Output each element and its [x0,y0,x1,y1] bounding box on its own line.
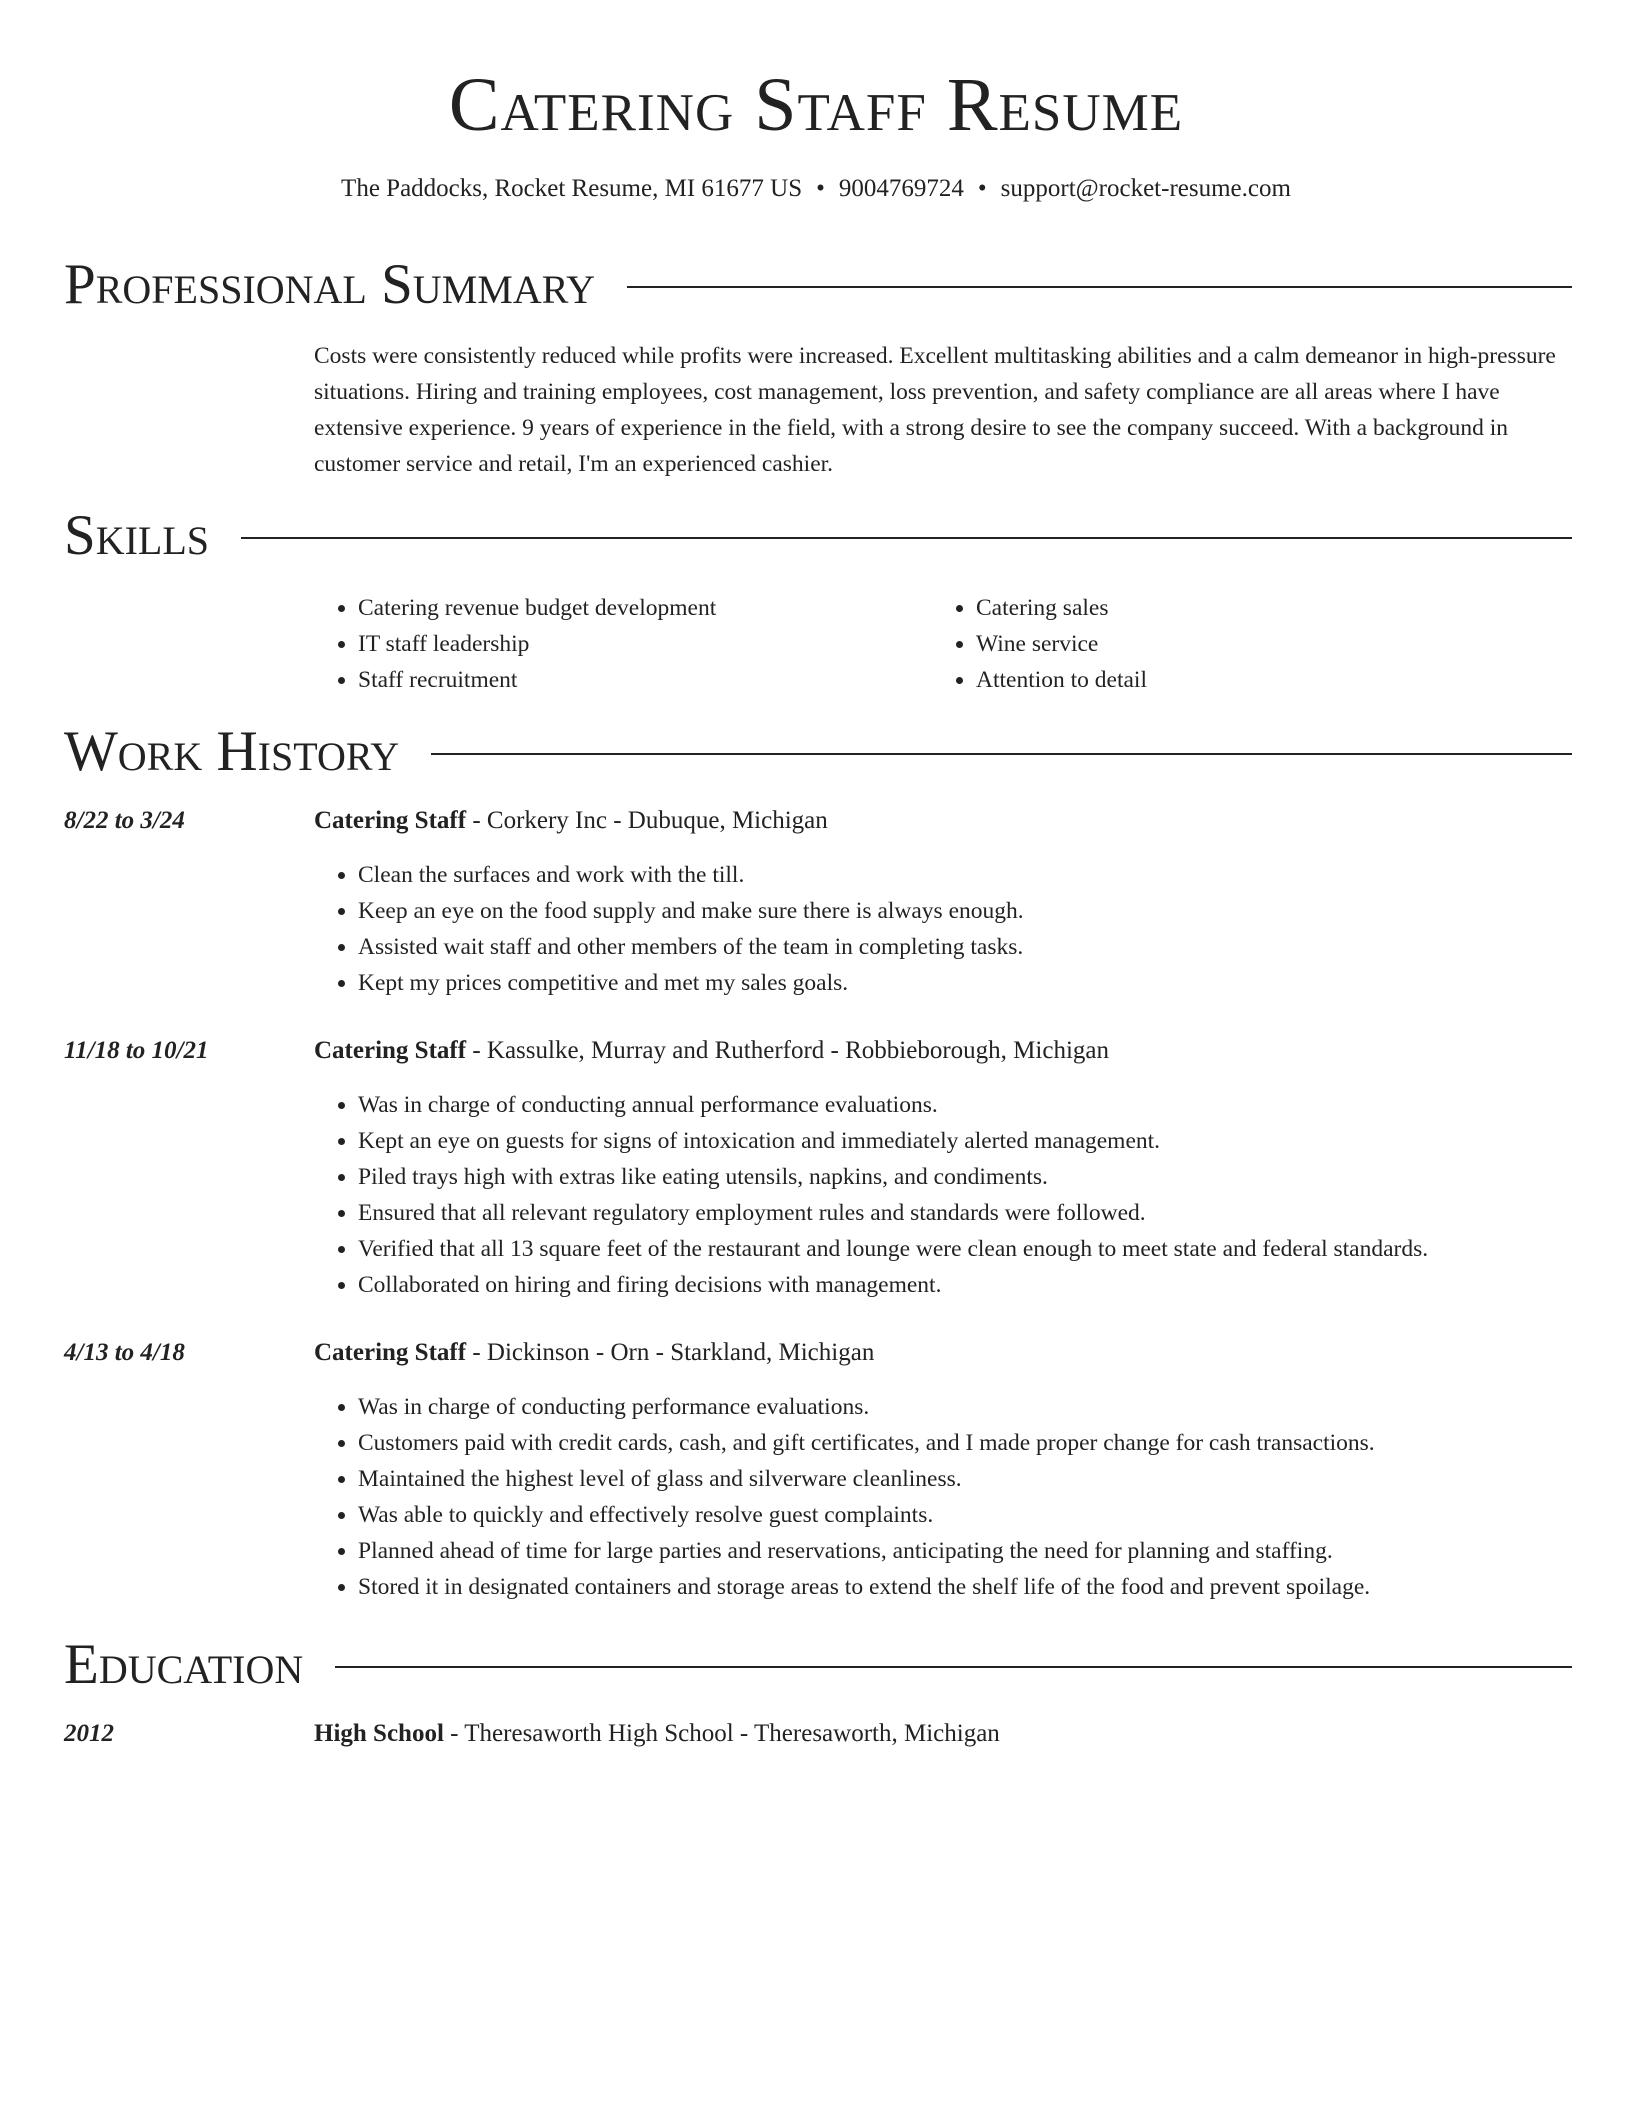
job-employer-location: - Kassulke, Murray and Rutherford - Robbieborough, Michigan [466,1037,1109,1064]
contact-phone: 9004769724 [838,175,964,202]
work-bullet: • Keep an eye on the food supply and make sure there is always enough. [358,893,1572,929]
job-title: Catering Staff [314,807,467,834]
work-bullet: • Kept my prices competitive and met my sales goals. [358,965,1572,1001]
work-entry-date: 4/13 to 4/18 [64,1339,185,1366]
work-entry-date: 11/18 to 10/21 [64,1037,209,1064]
summary-text: Costs were consistently reduced while profits were increased. Excellent multitasking abilities and a calm demeanor in high-pressure situations. Hiring and training employees, cost management, loss prevention, and safety compliance are all areas where I have extensive experience. 9 years of experience in the field, with a strong desire to see the company succeed. With a background in customer service and retail, I'm an experienced cashier. [314,343,1556,477]
education-section-header [64,1629,1572,1701]
summary-section-header [64,249,1572,321]
summary-section-title: Professional Summary [64,253,596,316]
skill-item: • Staff recruitment [358,662,932,698]
work-bullet: • Assisted wait staff and other members of the team in completing tasks. [358,929,1572,965]
contact-separator: • [977,175,987,202]
education-section-title: Education [64,1633,304,1696]
section-divider [627,286,1572,288]
work-entry-bullets [314,1389,1572,1605]
section-divider [241,537,1572,539]
work-bullet: • Was in charge of conducting annual performance evaluations. [358,1087,1572,1123]
work-bullet: • Piled trays high with extras like eating utensils, napkins, and condiments. [358,1159,1572,1195]
work-bullet: • Stored it in designated containers and storage areas to extend the shelf life of the food and prevent spoilage. [358,1569,1572,1605]
work-section-title: Work History [64,720,400,783]
work-bullet: • Kept an eye on guests for signs of intoxication and immediately alerted management. [358,1123,1572,1159]
work-bullet: • Was in charge of conducting performance evaluations. [358,1389,1572,1425]
school-location: - Theresaworth High School - Theresaworth, Michigan [443,1720,1000,1747]
job-title: Catering Staff [314,1037,467,1064]
work-bullet: • Planned ahead of time for large parties and reservations, anticipating the need for planning and staffing. [358,1533,1572,1569]
section-divider [431,753,1572,755]
degree-title: High School [314,1720,444,1747]
skill-item: • IT staff leadership [358,626,932,662]
work-entry-bullets [314,1087,1572,1303]
work-entry-heading [314,803,1572,839]
skills-column-left [314,590,932,698]
job-employer-location: - Dickinson - Orn - Starkland, Michigan [466,1339,875,1366]
job-employer-location: - Corkery Inc - Dubuque, Michigan [466,807,828,834]
work-bullet: • Collaborated on hiring and firing decisions with management. [358,1267,1572,1303]
education-entry-date: 2012 [64,1720,114,1747]
contact-address: The Paddocks, Rocket Resume, MI 61677 US [341,175,803,202]
education-entry-heading [314,1716,1572,1752]
work-bullet: • Maintained the highest level of glass and silverware cleanliness. [358,1461,1572,1497]
contact-line [0,172,1632,206]
skill-item: • Catering sales [976,590,1550,626]
work-entry-bullets [314,857,1572,1001]
work-entry-heading [314,1033,1572,1069]
skills-list [314,590,1572,698]
work-section-header [64,716,1572,788]
skill-item: • Catering revenue budget development [358,590,932,626]
resume-title: Catering Staff Resume [448,63,1184,147]
work-bullet: • Ensured that all relevant regulatory employment rules and standards were followed. [358,1195,1572,1231]
work-bullet: • Verified that all 13 square feet of the restaurant and lounge were clean enough to meet state and federal standards. [358,1231,1572,1267]
skills-column-right [932,590,1550,698]
skills-section-title: Skills [64,504,210,567]
skill-item: • Attention to detail [976,662,1550,698]
work-bullet: • Clean the surfaces and work with the till. [358,857,1572,893]
work-bullet: • Was able to quickly and effectively resolve guest complaints. [358,1497,1572,1533]
contact-email: support@rocket-resume.com [1000,175,1291,202]
work-entry-date: 8/22 to 3/24 [64,807,185,834]
section-divider [335,1666,1572,1668]
work-entry-heading [314,1335,1572,1371]
contact-separator: • [816,175,825,202]
work-bullet: • Customers paid with credit cards, cash, and gift certificates, and I made proper change for cash transactions. [358,1425,1572,1461]
skill-item: • Wine service [976,626,1550,662]
skills-section-header [64,500,1572,572]
job-title: Catering Staff [314,1339,467,1366]
